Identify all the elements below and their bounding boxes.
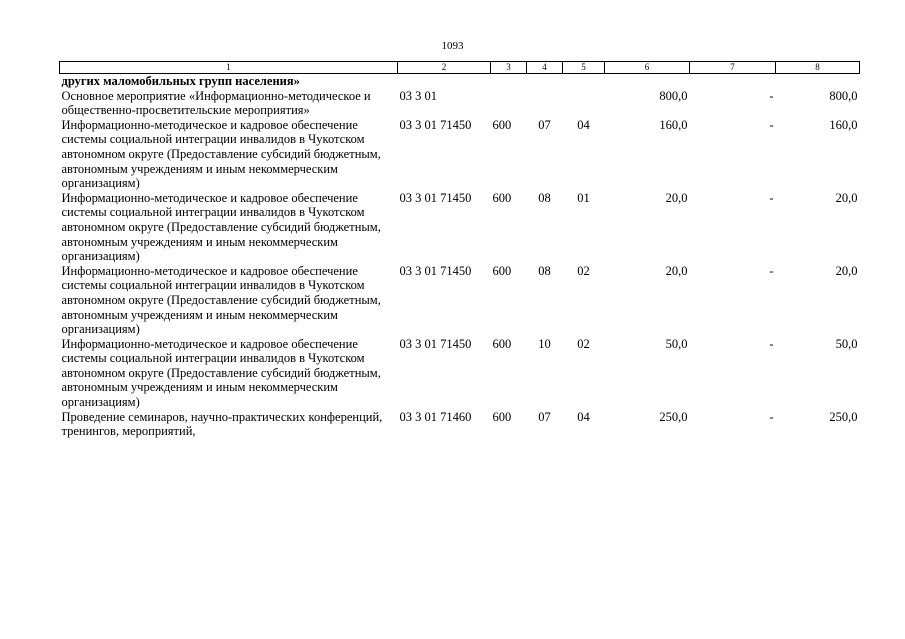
row-target-code: 03 3 01 71450 [399, 117, 472, 132]
row-change: - [769, 263, 774, 278]
table-row [60, 118, 860, 191]
row-section: 07 [538, 409, 551, 424]
continuation-heading-row [60, 74, 860, 89]
row-target-code: 03 3 01 71450 [399, 190, 472, 205]
row-subsection: 04 [577, 409, 590, 424]
row-subsection: 04 [577, 117, 590, 132]
row-target-code: 03 3 01 [399, 88, 437, 103]
page-number: 1093 [441, 40, 464, 52]
row-total: 20,0 [835, 263, 858, 278]
row-target-code: 03 3 01 71460 [399, 409, 472, 424]
row-amount: 20,0 [665, 263, 688, 278]
row-amount: 800,0 [659, 88, 688, 103]
table-row [60, 337, 860, 410]
row-total: 20,0 [835, 190, 858, 205]
row-amount: 20,0 [665, 190, 688, 205]
row-amount: 50,0 [665, 336, 688, 351]
row-expense-type: 600 [492, 336, 512, 351]
column-number-5: 5 [563, 62, 605, 74]
row-subsection: 01 [577, 190, 590, 205]
row-subsection [563, 89, 605, 118]
row-name: Основное мероприятие «Информационно-методическое и общественно-просветительские мероприятия» [61, 88, 371, 118]
column-number-1: 1 [60, 62, 398, 74]
row-name: Проведение семинаров, научно-практических конференций, тренингов, мероприятий, [61, 409, 383, 439]
row-target-code: 03 3 01 71450 [399, 336, 472, 351]
table-row [60, 410, 860, 439]
row-expense-type: 600 [492, 190, 512, 205]
row-change: - [769, 88, 774, 103]
row-name: Информационно-методическое и кадровое обеспечение системы социальной интеграции инвалидов в Чукотском автономном округе (Предоставление субсидий бюджетным, автономным учреждениям и иным некоммерческим организациям) [61, 117, 381, 191]
row-total: 800,0 [829, 88, 858, 103]
row-amount: 160,0 [659, 117, 688, 132]
row-change: - [769, 117, 774, 132]
table-row [60, 264, 860, 337]
column-number-2: 2 [398, 62, 491, 74]
row-expense-type: 600 [492, 263, 512, 278]
row-total: 160,0 [829, 117, 858, 132]
row-total: 250,0 [829, 409, 858, 424]
row-expense-type: 600 [492, 117, 512, 132]
row-expense-type: 600 [492, 409, 512, 424]
column-number-4: 4 [527, 62, 563, 74]
row-change: - [769, 336, 774, 351]
budget-table [59, 61, 860, 439]
continuation-heading: других маломобильных групп населения» [61, 74, 300, 88]
column-number-8: 8 [776, 62, 860, 74]
column-number-6: 6 [605, 62, 690, 74]
row-target-code: 03 3 01 71450 [399, 263, 472, 278]
row-section: 10 [538, 336, 551, 351]
row-name: Информационно-методическое и кадровое обеспечение системы социальной интеграции инвалидов в Чукотском автономном округе (Предоставление субсидий бюджетным, автономным учреждениям и иным некоммерческим организациям) [61, 336, 381, 410]
row-total: 50,0 [835, 336, 858, 351]
row-change: - [769, 409, 774, 424]
row-amount: 250,0 [659, 409, 688, 424]
header-row [60, 62, 860, 74]
row-name: Информационно-методическое и кадровое обеспечение системы социальной интеграции инвалидов в Чукотском автономном округе (Предоставление субсидий бюджетным, автономным учреждениям и иным некоммерческим организациям) [61, 190, 381, 264]
row-subsection: 02 [577, 336, 590, 351]
row-name: Информационно-методическое и кадровое обеспечение системы социальной интеграции инвалидов в Чукотском автономном округе (Предоставление субсидий бюджетным, автономным учреждениям и иным некоммерческим организациям) [61, 263, 381, 337]
column-number-7: 7 [690, 62, 776, 74]
row-change: - [769, 190, 774, 205]
table-row [60, 191, 860, 264]
row-section: 08 [538, 190, 551, 205]
column-number-3: 3 [491, 62, 527, 74]
row-section [527, 89, 563, 118]
table-row [60, 89, 860, 118]
row-subsection: 02 [577, 263, 590, 278]
row-section: 07 [538, 117, 551, 132]
column-number-header [60, 62, 860, 74]
row-expense-type [491, 89, 527, 118]
row-section: 08 [538, 263, 551, 278]
